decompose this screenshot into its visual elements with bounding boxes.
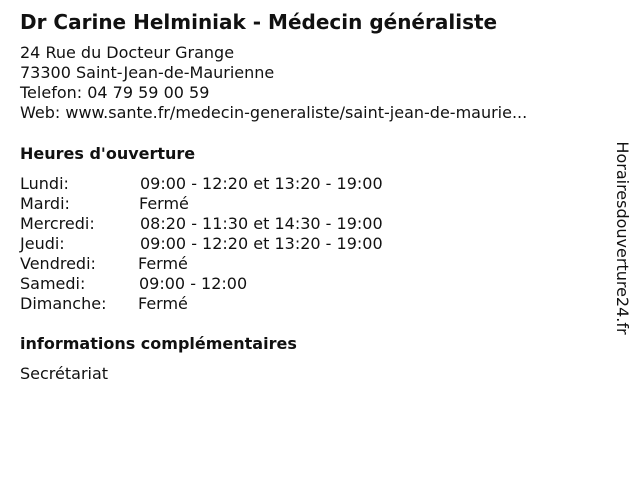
additional-info-text: Secrétariat — [20, 364, 109, 383]
day-label: Vendredi: — [20, 254, 96, 273]
day-label: Mercredi: — [20, 214, 95, 233]
address-city: 73300 Saint-Jean-de-Maurienne — [20, 63, 275, 82]
hours-value: Fermé — [138, 294, 188, 313]
day-label: Dimanche: — [20, 294, 107, 313]
hours-value: 08:20 - 11:30 et 14:30 - 19:00 — [140, 214, 383, 233]
hours-value: 09:00 - 12:20 et 13:20 - 19:00 — [140, 174, 383, 193]
hours-value: 09:00 - 12:00 — [139, 274, 248, 293]
day-label: Samedi: — [20, 274, 86, 293]
day-label: Jeudi: — [20, 234, 65, 253]
hours-value: Fermé — [139, 194, 189, 213]
day-label: Lundi: — [20, 174, 69, 193]
site-watermark: Horairesdouverture24.fr — [613, 141, 632, 335]
website-link: Web: www.sante.fr/medecin-generaliste/saint-jean-de-maurie... — [20, 103, 528, 122]
hours-value: Fermé — [138, 254, 188, 273]
page-title: Dr Carine Helminiak - Médecin généraliste — [20, 10, 498, 34]
hours-value: 09:00 - 12:20 et 13:20 - 19:00 — [140, 234, 383, 253]
opening-hours-heading: Heures d'ouverture — [20, 144, 196, 163]
contact-block — [20, 43, 527, 123]
day-label: Mardi: — [20, 194, 70, 213]
address-street: 24 Rue du Docteur Grange — [20, 43, 235, 62]
phone-number: Telefon: 04 79 59 00 59 — [20, 83, 210, 102]
additional-info-heading: informations complémentaires — [20, 334, 297, 353]
